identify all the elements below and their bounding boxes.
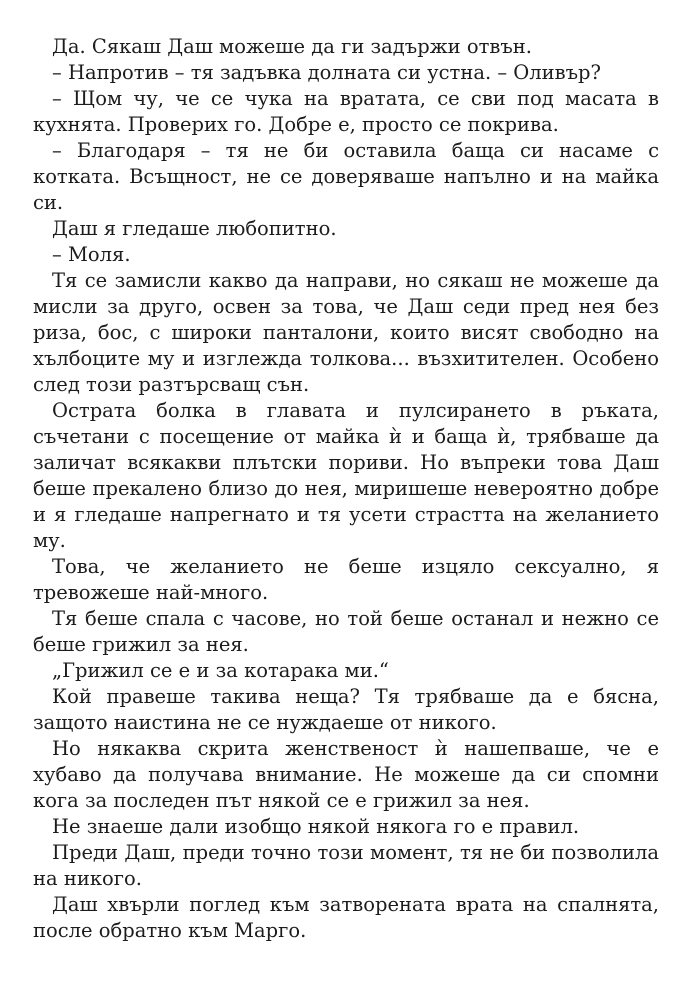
paragraph: Тя беше спала с часове, но той беше останал и нежно се беше грижил за нея. [33, 607, 659, 656]
paragraph: Острата болка в главата и пулсирането в ръката, съчетани с посещение от майка ѝ и баща ѝ, трябваше да заличат всякакви плътски пориви. Но въпреки това Даш беше прекалено близо до нея, миришеше невероятно добре и я гледаше напрегнато и тя усети страстта на желанието му. [33, 399, 659, 552]
paragraph: Да. Сякаш Даш можеше да ги задържи отвън. [52, 35, 532, 58]
paragraph: Тя се замисли какво да направи, но сякаш не можеше да мисли за друго, освен за това, че Даш седи пред нея без риза, бос, с широки панталони, които висят свободно на хълбоците му и изглежда толкова... възхитителен. Особено след този разтърсващ сън. [33, 269, 659, 396]
paragraph: Но някаква скрита женственост ѝ нашепваше, че е хубаво да получава внимание. Не можеше да си спомни кога за последен път някой се е грижил за нея. [33, 737, 659, 812]
paragraph: Даш хвърли поглед към затворената врата на спалнята, после обратно към Марго. [33, 893, 659, 942]
paragraph: – Моля. [52, 243, 131, 266]
paragraph: Това, че желанието не беше изцяло сексуално, я тревожеше най-много. [33, 555, 659, 604]
paragraph: Не знаеше дали изобщо някой някога го е правил. [52, 815, 580, 838]
paragraph: Даш я гледаше любопитно. [52, 217, 337, 240]
paragraph: Кой правеше такива неща? Тя трябваше да е бясна, защото наистина не се нуждаеше от никого. [33, 685, 659, 734]
paragraph: – Щом чу, че се чука на вратата, се сви под масата в кухнята. Проверих го. Добре е, просто се покрива. [33, 87, 659, 136]
paragraph: Преди Даш, преди точно този момент, тя не би позволила на никого. [33, 841, 659, 890]
paragraph: „Грижил се е и за котарака ми.“ [52, 659, 389, 682]
paragraph: – Благодаря – тя не би оставила баща си насаме с котката. Всъщност, не се доверяваше напълно и на майка си. [33, 139, 659, 214]
book-page-text [33, 34, 659, 944]
paragraph: – Напротив – тя задъвка долната си устна. – Оливър? [52, 61, 601, 84]
